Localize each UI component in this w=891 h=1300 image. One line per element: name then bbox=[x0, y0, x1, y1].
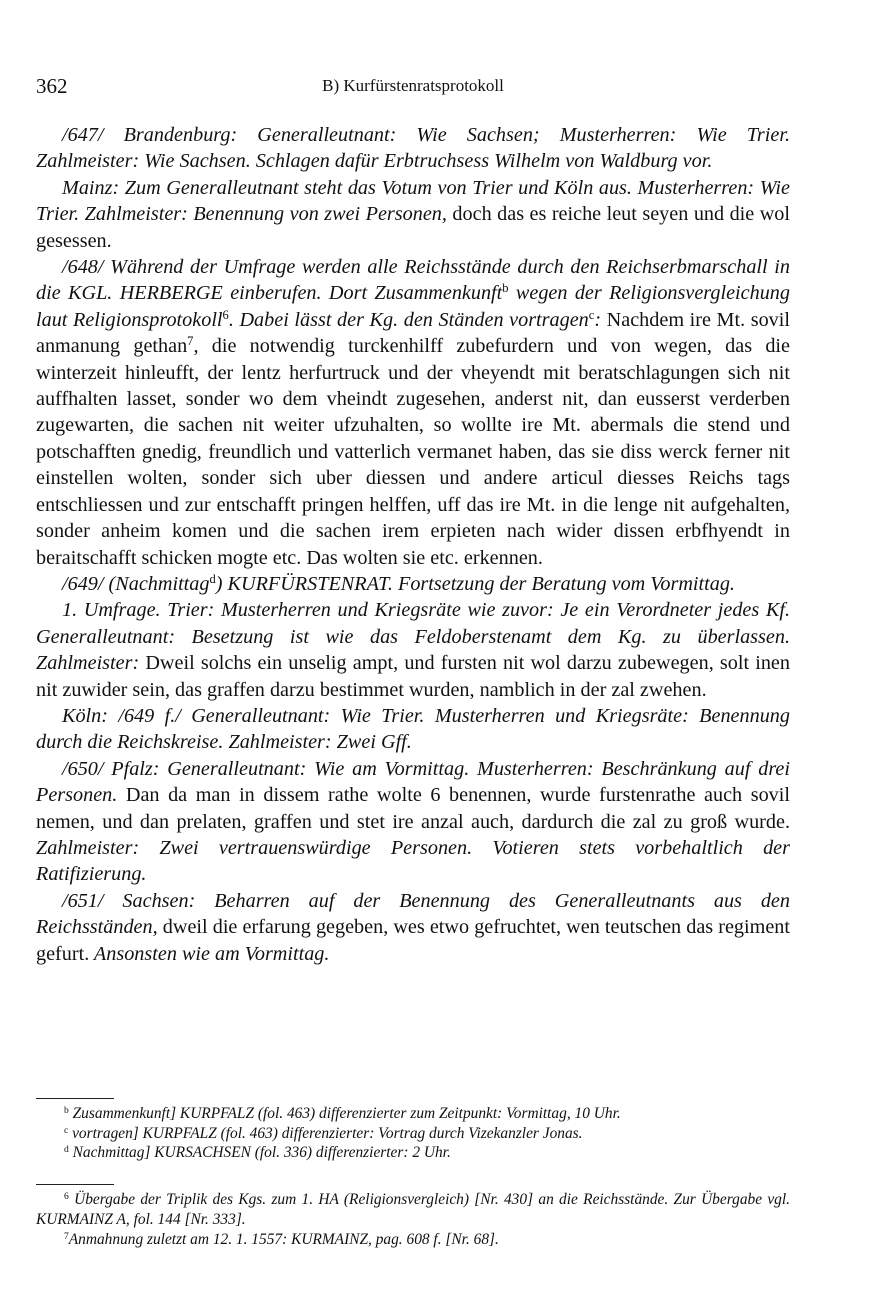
paragraph-trier bbox=[36, 597, 790, 703]
paragraph-nachmittag bbox=[36, 571, 790, 597]
footnote bbox=[36, 1190, 790, 1230]
paragraph-quote: Dan da man in dissem rathe wolte 6 benennen, wurde furstenrathe auch sovil nemen, und dan prelaten, graffen und stet ire anzal auch, dardurch die zal zu groß wurde. bbox=[36, 784, 790, 833]
paragraph-quote: , die notwendig turckenhilff zubefurdern und von wegen, das die winterzeit hinleufft, der lentz herfurtruck und der vheyendt mit beratschlagungen sich nit auffhalten lasset, sonder wo dem vheindt zugesehen, anderst nit, dan eusserst verderben zugewarten, die sachen nit weiter ufzuhalten, so wollte ire Mt. abermals die stend und potschafften gnedig, freundlich und vatterlich vermanet haben, das sie diss werck ferner nit einstellen wolten, sonder sich uber diessen und andere articul diesses Reichs tags entschliessen und zur entschafft pringen helffen, uff das ire Mt. in die lenge nit aufgehalten, sonder anheim komen und die sachen irem erpieten nach wider dissen erbfhyendt in beraitschafft schicken mogte etc. Das wolten sie etc. erkennen. bbox=[36, 335, 791, 569]
critical-apparatus bbox=[36, 1104, 790, 1163]
footnote-marker[interactable]: 7 bbox=[187, 334, 194, 349]
paragraph-quote: Nachdem ire Mt. sovil anmanung gethan bbox=[36, 308, 790, 358]
page-number: 362 bbox=[36, 74, 68, 98]
paragraph-summary: Mainz: Zum Generalleutnant steht das Votum von Trier und Köln aus. Musterherren: Wie Trier. Zahlmeister: Benennung von zwei Personen, bbox=[36, 176, 790, 226]
paragraph-summary: /651/ Sachsen: Beharren auf der Benennung des Generalleutnants aus den Reichsständen, bbox=[36, 889, 790, 939]
paragraph-summary: . Dabei lässt der Kg. den Ständen vortragen bbox=[228, 308, 589, 331]
paragraph-mainz bbox=[36, 175, 790, 254]
apparatus-marker[interactable]: d bbox=[209, 572, 216, 587]
paragraph-quote: dweil die erfarung gegeben, wes etwo gefruchtet, wen teutschen das regiment gefurt. bbox=[36, 916, 790, 965]
paragraph-koeln bbox=[36, 703, 790, 756]
footnote-marker[interactable]: 6 bbox=[222, 307, 229, 322]
paragraph-summary: Köln: /649 f./ Generalleutnant: Wie Trier. Musterherren und Kriegsräte: Benennung durch die Reichskreise. Zahlmeister: Zwei Gff. bbox=[36, 704, 790, 754]
paragraph-summary: ) KURFÜRSTENRAT. Fortsetzung der Beratung vom Vormittag. bbox=[215, 572, 735, 595]
footnote bbox=[36, 1230, 790, 1250]
paragraph-summary: /650/ Pfalz: Generalleutnant: Wie am Vormittag. Musterherren: Beschränkung auf drei Personen. bbox=[36, 757, 790, 807]
footnote-number: 6 bbox=[64, 1190, 69, 1202]
paragraph-summary: wegen der Religionsvergleichung laut Religionsprotokoll bbox=[36, 282, 790, 331]
apparatus-marker[interactable]: b bbox=[502, 281, 509, 296]
paragraph-summary: Zahlmeister: Zwei vertrauenswürdige Personen. Votieren stets vorbehaltlich der Ratifizierung. bbox=[36, 836, 790, 886]
paragraph-summary: Ansonsten wie am Vormittag. bbox=[89, 942, 330, 965]
page-header bbox=[36, 74, 790, 104]
paragraph-sachsen bbox=[36, 888, 790, 967]
apparatus-note-marker: b bbox=[64, 1104, 69, 1116]
apparatus-note-marker: c bbox=[64, 1124, 69, 1136]
paragraph-pfalz bbox=[36, 756, 790, 888]
footnote-divider bbox=[36, 1184, 114, 1185]
footnotes bbox=[36, 1190, 790, 1250]
apparatus-note bbox=[36, 1143, 790, 1163]
paragraph-summary: : bbox=[594, 308, 602, 331]
paragraph-brandenburg bbox=[36, 122, 790, 175]
paragraph-summary: /649/ (Nachmittag bbox=[62, 572, 210, 595]
apparatus-note-text: vortragen] KURPFALZ (fol. 463) differenzierter: Vortrag durch Vizekanzler Jonas. bbox=[72, 1124, 583, 1142]
apparatus-note bbox=[36, 1124, 790, 1144]
paragraph-summary: /648/ Während der Umfrage werden alle Reichsstände durch den Reichserbmarschall in die KGL. HERBERGE einberufen. Dort Zusammenkunft bbox=[36, 256, 790, 305]
paragraph-quote: doch das es reiche leut seyen und die wol gesessen. bbox=[36, 203, 791, 252]
running-title: B) Kurfürstenratsprotokoll bbox=[322, 76, 504, 95]
document-page bbox=[36, 74, 790, 967]
paragraph-umfrage-religion bbox=[36, 254, 790, 571]
apparatus-note bbox=[36, 1104, 790, 1124]
apparatus-note-text: Nachmittag] KURSACHSEN (fol. 336) differenzierter: 2 Uhr. bbox=[72, 1144, 451, 1161]
paragraph-quote: Dweil solchs ein unselig ampt, und fursten nit wol darzu zubewegen, solt inen nit zuwider sein, das graffen darzu bestimmet wurden, namblich in der zal zwehen. bbox=[36, 652, 790, 701]
apparatus-marker[interactable]: c bbox=[588, 307, 595, 322]
paragraph-text: /647/ Brandenburg: Generalleutnant: Wie Sachsen; Musterherren: Wie Trier. Zahlmeister: Wie Sachsen. Schlagen dafür Erbtruchsess Wilhelm von Waldburg vor. bbox=[36, 124, 790, 173]
paragraph-summary: 1. Umfrage. Trier: Musterherren und Kriegsräte wie zuvor: Je ein Verordneter jedes Kf. Generalleutnant: Besetzung ist wie das Feldoberstenamt dem Kg. zu überlassen. Zahlmeister: bbox=[36, 599, 790, 675]
main-text bbox=[36, 122, 790, 967]
footnote-text: Übergabe der Triplik des Kgs. zum 1. HA (Religionsvergleich) [Nr. 430] an die Reichsstände. Zur Übergabe vgl. KURMAINZ A, fol. 144 [Nr. 333]. bbox=[36, 1191, 790, 1228]
apparatus-note-text: Zusammenkunft] KURPFALZ (fol. 463) differenzierter zum Zeitpunkt: Vormittag, 10 Uhr. bbox=[72, 1105, 621, 1122]
footnote-text: Anmahnung zuletzt am 12. 1. 1557: KURMAINZ, pag. 608 f. [Nr. 68]. bbox=[68, 1231, 499, 1248]
apparatus-divider bbox=[36, 1098, 114, 1099]
apparatus-note-marker: d bbox=[64, 1143, 69, 1155]
footnote-number: 7 bbox=[64, 1230, 69, 1242]
